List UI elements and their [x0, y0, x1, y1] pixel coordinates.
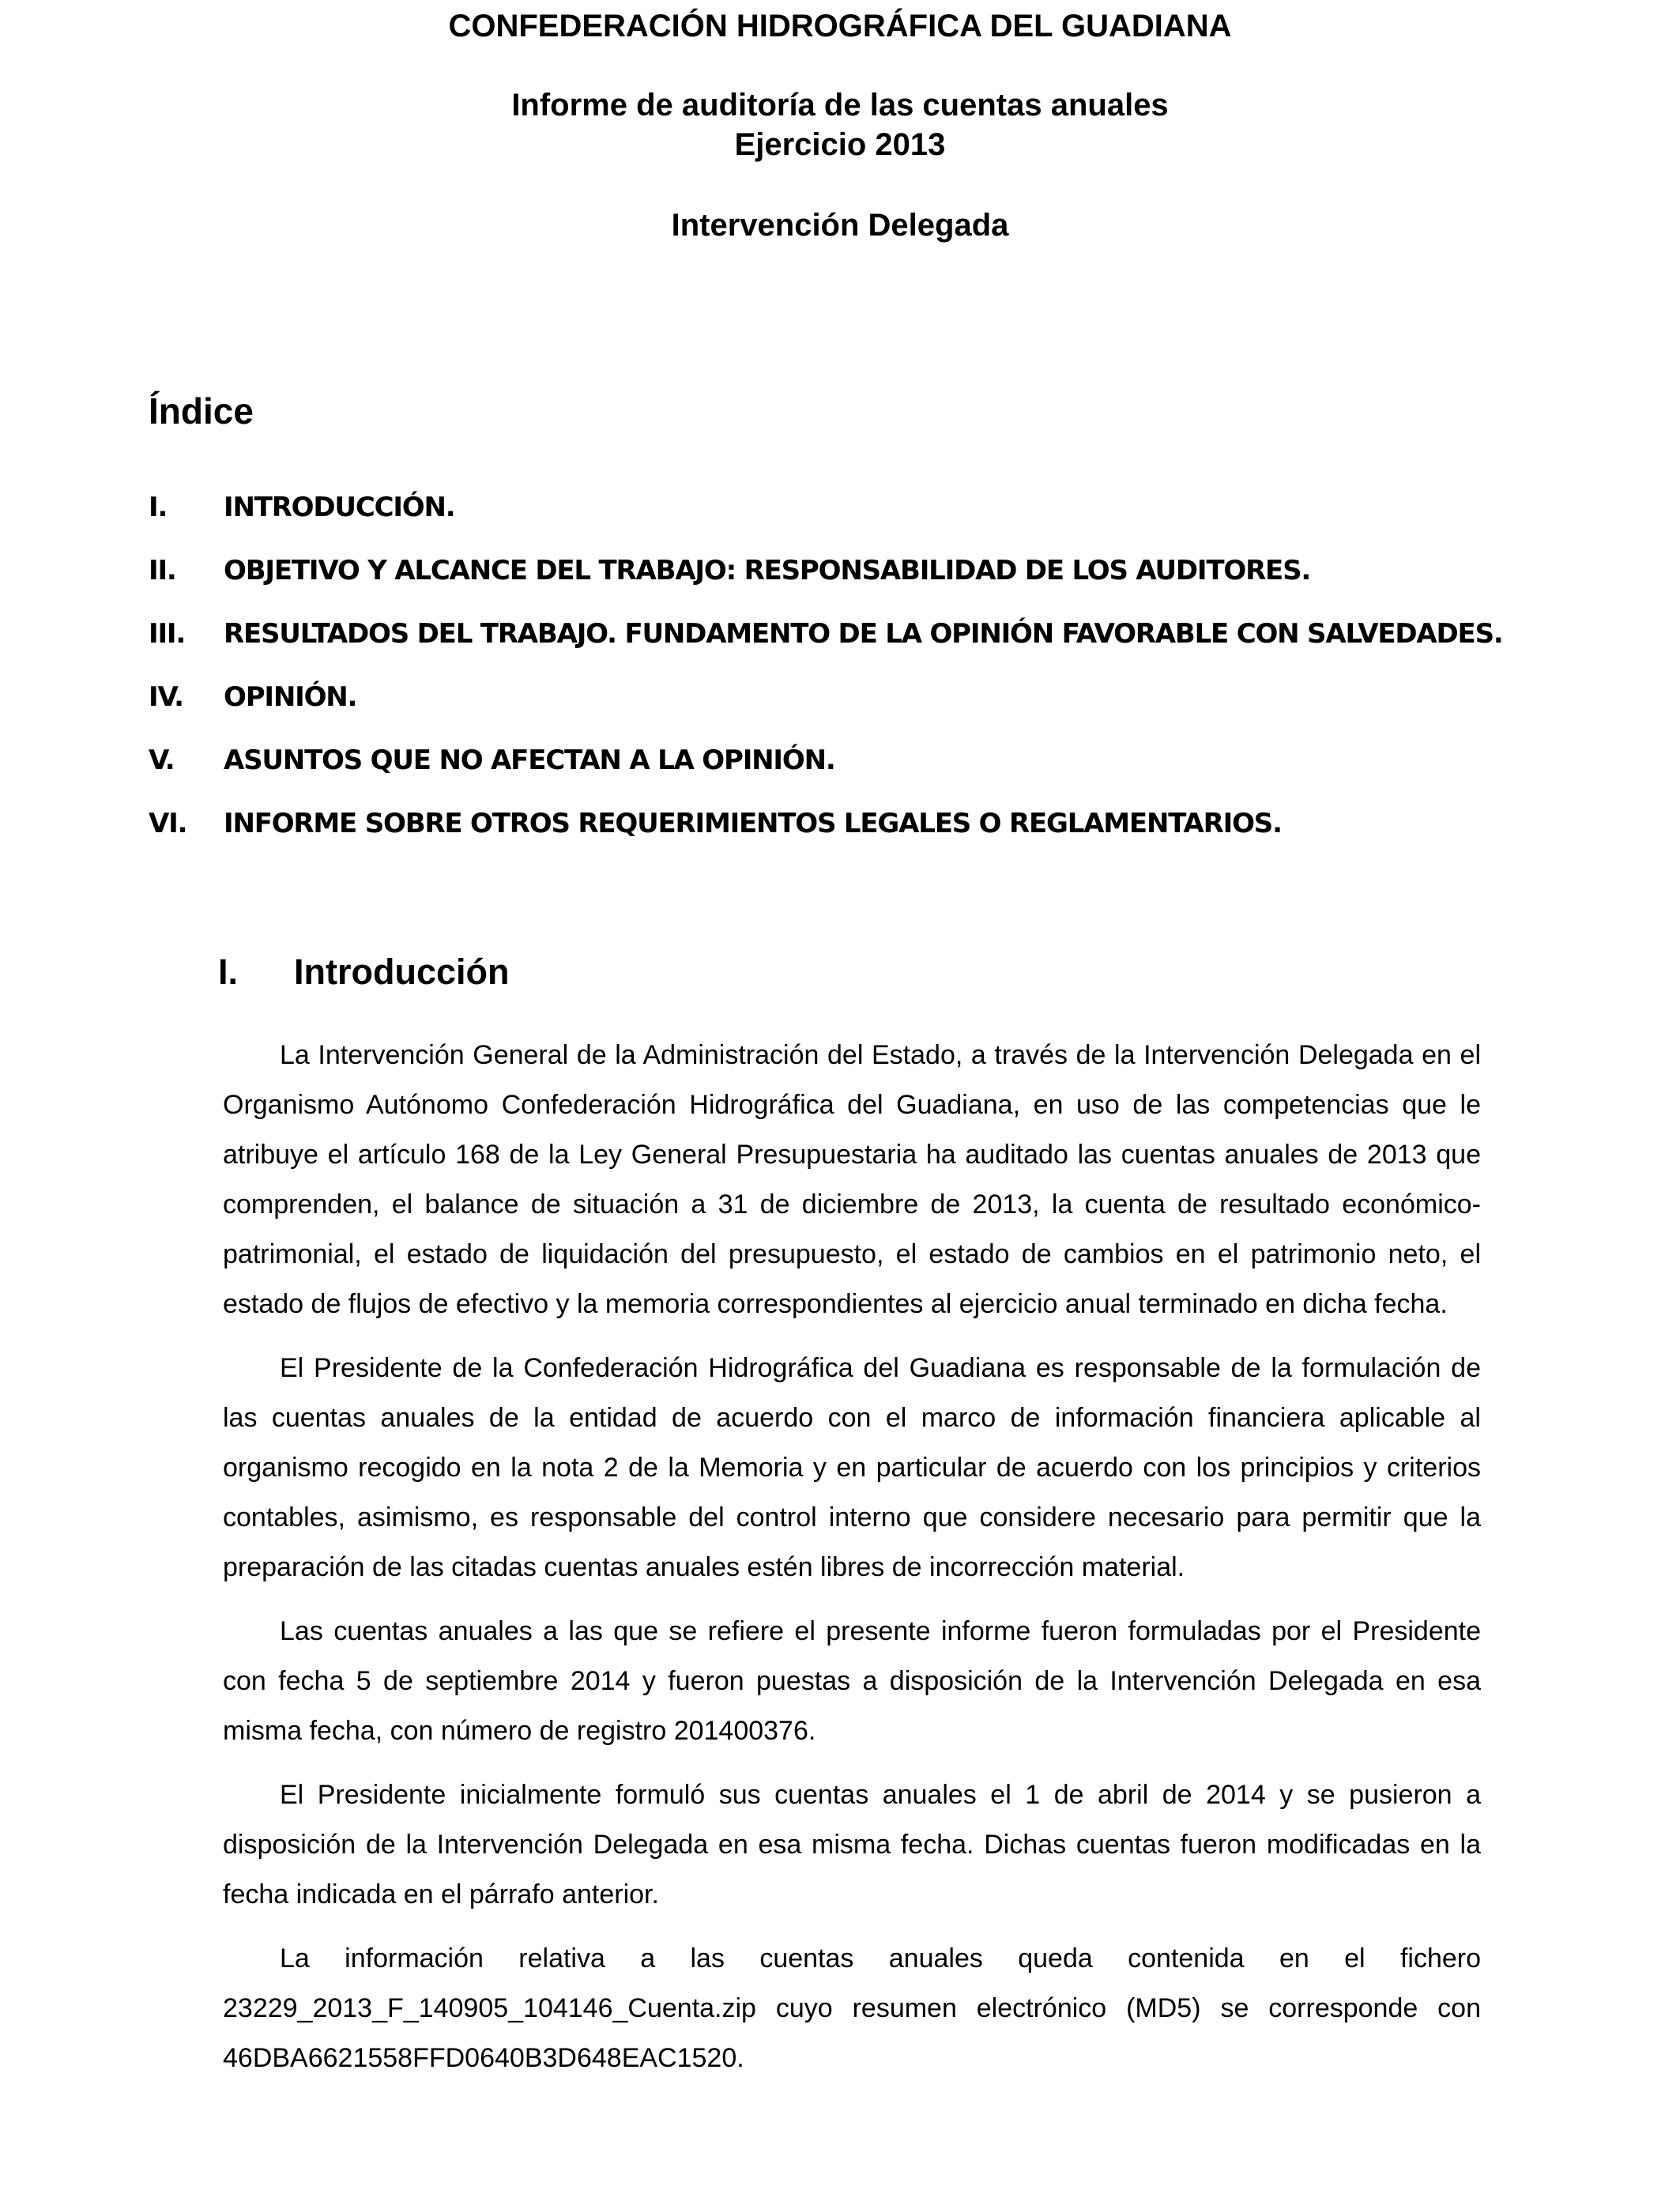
toc-item-number: II. — [149, 555, 176, 586]
toc-item-text: ASUNTOS QUE NO AFECTAN A LA OPINIÓN. — [224, 745, 835, 776]
toc-item — [149, 803, 1610, 866]
table-of-contents — [149, 487, 1610, 866]
toc-item-text: OPINIÓN. — [224, 681, 357, 713]
paragraph: El Presidente de la Confederación Hidrográfica del Guadiana es responsable de la formulación de las cuentas anuales de la entidad de acuerdo con el marco de información financiera aplicable al organismo recogido en la nota 2 de la Memoria y en particular de acuerdo con los principios y criterios contables, asimismo, es responsable del control interno que considere necesario para permitir que la preparación de las citadas cuentas anuales estén libres de incorrección material. — [223, 1353, 1481, 1582]
fiscal-year: Ejercicio 2013 — [734, 127, 946, 162]
toc-item — [149, 487, 1610, 550]
toc-item — [149, 613, 1610, 677]
section-body — [223, 1031, 1481, 2098]
paragraph: El Presidente inicialmente formuló sus cuentas anuales el 1 de abril de 2014 y se pusieron a disposición de la Intervención Delegada en esa misma fecha. Dichas cuentas fueron modificadas en la fecha indicada en el párrafo anterior. — [223, 1780, 1481, 1909]
issuer-title: Intervención Delegada — [671, 208, 1009, 243]
toc-item-text: OBJETIVO Y ALCANCE DEL TRABAJO: RESPONSABILIDAD DE LOS AUDITORES. — [224, 555, 1311, 586]
index-title: Índice — [149, 390, 254, 432]
toc-item-number: III. — [149, 618, 186, 650]
organization-title: CONFEDERACIÓN HIDROGRÁFICA DEL GUADIANA — [448, 9, 1232, 43]
toc-item — [149, 740, 1610, 803]
toc-item — [149, 550, 1610, 613]
paragraph: La Intervención General de la Administración del Estado, a través de la Intervención Delegada en el Organismo Autónomo Confederación Hidrográfica del Guadiana, en uso de las competencias que le atribuye el artículo 168 de la Ley General Presupuestaria ha auditado las cuentas anuales de 2013 que comprenden, el balance de situación a 31 de diciembre de 2013, la cuenta de resultado económico-patrimonial, el estado de liquidación del presupuesto, el estado de cambios en el patrimonio neto, el estado de flujos de efectivo y la memoria correspondientes al ejercicio anual terminado en dicha fecha. — [223, 1040, 1481, 1319]
section-number: I. — [218, 952, 239, 992]
toc-item — [149, 677, 1610, 740]
paragraph: Las cuentas anuales a las que se refiere el presente informe fueron formuladas por el Presidente con fecha 5 de septiembre 2014 y fueron puestas a disposición de la Intervención Delegada en esa misma fecha, con número de registro 201400376. — [223, 1616, 1481, 1746]
toc-item-number: V. — [149, 745, 175, 776]
section-heading — [218, 950, 509, 994]
paragraph: La información relativa a las cuentas anuales queda contenida en el fichero 23229_2013_F_140905_104146_Cuenta.zip cuyo resumen electrónico (MD5) se corresponde con 46DBA6621558FFD0640B3D648EAC1520. — [223, 1943, 1481, 2073]
toc-item-number: I. — [149, 492, 168, 523]
section-title: Introducción — [294, 952, 510, 992]
toc-item-text: RESULTADOS DEL TRABAJO. FUNDAMENTO DE LA OPINIÓN FAVORABLE CON SALVEDADES. — [224, 618, 1503, 650]
toc-item-text: INFORME SOBRE OTROS REQUERIMIENTOS LEGALES O REGLAMENTARIOS. — [224, 808, 1282, 839]
toc-item-number: IV. — [149, 681, 183, 713]
toc-item-number: VI. — [149, 808, 187, 839]
toc-item-text: INTRODUCCIÓN. — [224, 492, 455, 523]
report-title: Informe de auditoría de las cuentas anuales — [511, 88, 1169, 123]
report-title-block — [0, 85, 1680, 164]
